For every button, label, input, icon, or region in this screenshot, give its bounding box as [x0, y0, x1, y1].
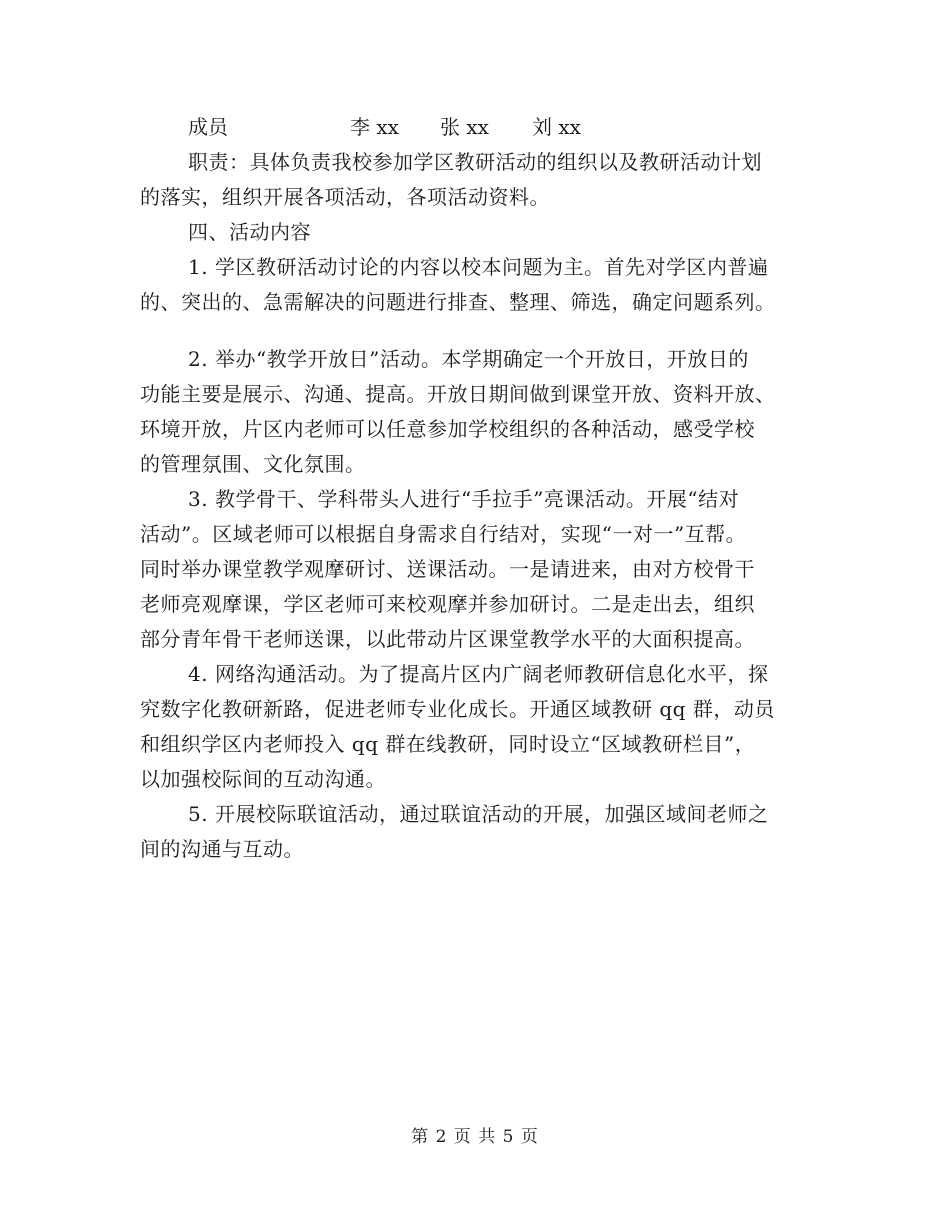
- paragraph-line: 职责：具体负责我校参加学区教研活动的组织以及教研活动计划: [188, 150, 762, 174]
- activity-item-3: [140, 482, 810, 657]
- members-label: 成员: [188, 115, 228, 139]
- paragraph-line: 4. 网络沟通活动。为了提高片区内广阔老师教研信息化水平，探: [188, 662, 769, 686]
- activity-item-5: [140, 797, 810, 867]
- members-row: [140, 110, 810, 145]
- page-number-footer: 第 2 页 共 5 页: [411, 1127, 539, 1147]
- member-name: 张 xx: [440, 115, 489, 139]
- paragraph-line: 功能主要是展示、沟通、提高。开放日期间做到课堂开放、资料开放、: [140, 382, 776, 406]
- paragraph-line: 的、突出的、急需解决的问题进行排查、整理、筛选，确定问题系列。: [140, 290, 776, 314]
- paragraph-line: 和组织学区内老师投入 qq 群在线教研，同时设立“区域教研栏目”，: [140, 732, 756, 756]
- paragraph-line: 以加强校际间的互动沟通。: [140, 767, 386, 791]
- paragraph-line: 1. 学区教研活动讨论的内容以校本问题为主。首先对学区内普遍: [188, 255, 769, 279]
- activity-item-1: [140, 250, 810, 320]
- paragraph-line: 老师亮观摩课，学区老师可来校观摩并参加研讨。二是走出去，组织: [140, 592, 755, 616]
- paragraph-line: 究数字化教研新路，促进老师专业化成长。开通区域教研 qq 群，动员: [140, 697, 775, 721]
- paragraph-line: 活动”。区域老师可以根据自身需求自行结对，实现“一对一”互帮。: [140, 522, 747, 546]
- duty-paragraph: [140, 145, 810, 215]
- document-body: [140, 110, 810, 867]
- paragraph-spacer: [140, 320, 810, 342]
- paragraph-line: 的管理氛围、文化氛围。: [140, 452, 366, 476]
- paragraph-line: 环境开放，片区内老师可以任意参加学校组织的各种活动，感受学校: [140, 417, 755, 441]
- paragraph-line: 同时举办课堂教学观摩研讨、送课活动。一是请进来，由对方校骨干: [140, 557, 755, 581]
- activity-item-2: [140, 342, 810, 482]
- member-name: 李 xx: [350, 115, 399, 139]
- member-name: 刘 xx: [532, 115, 581, 139]
- paragraph-line: 的落实，组织开展各项活动，各项活动资料。: [140, 185, 550, 209]
- paragraph-line: 部分青年骨干老师送课，以此带动片区课堂教学水平的大面积提高。: [140, 627, 755, 651]
- paragraph-line: 3. 教学骨干、学科带头人进行“手拉手”亮课活动。开展“结对: [188, 487, 740, 511]
- section-heading: 四、活动内容: [188, 220, 311, 244]
- paragraph-line: 2. 举办“教学开放日”活动。本学期确定一个开放日，开放日的: [188, 347, 749, 371]
- paragraph-line: 5. 开展校际联谊活动，通过联谊活动的开展，加强区域间老师之: [188, 802, 769, 826]
- paragraph-line: 间的沟通与互动。: [140, 837, 304, 861]
- activity-item-4: [140, 657, 810, 797]
